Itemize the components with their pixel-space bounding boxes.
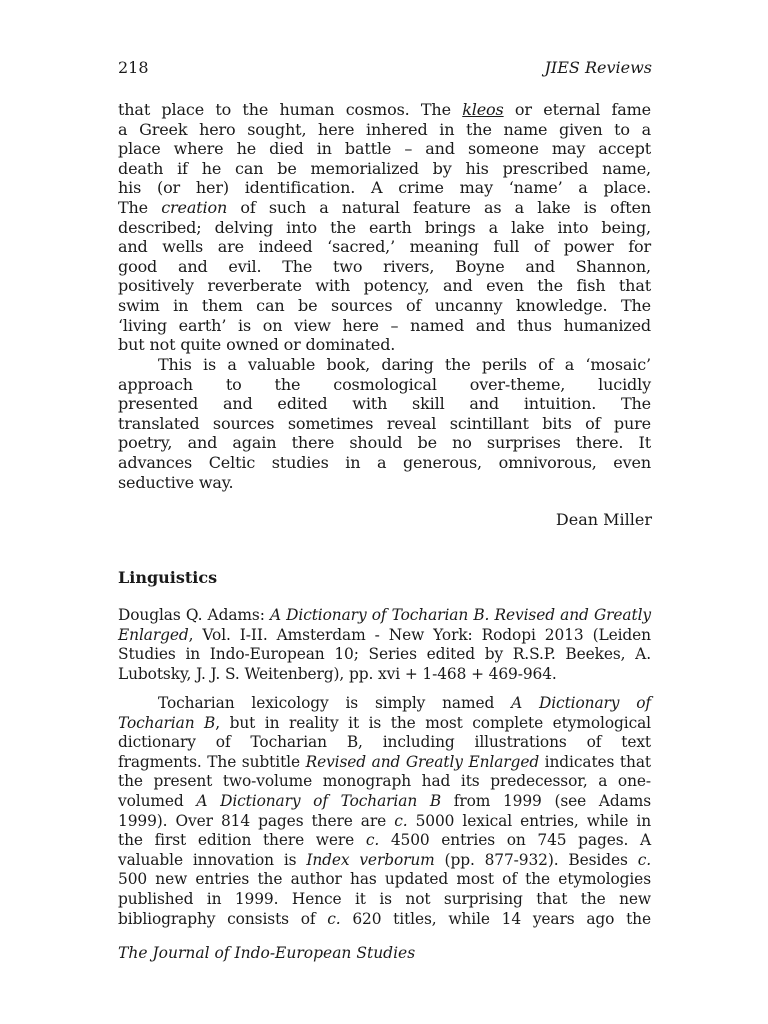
- text-line: and wells are indeed ‘sacred,’ meaning full of power for: [118, 237, 651, 257]
- text-line: presented and edited with skill and intuition. The: [118, 394, 651, 414]
- text-line: but not quite owned or dominated.: [118, 335, 396, 355]
- text-line: advances Celtic studies in a generous, omnivorous, even: [118, 452, 651, 472]
- text-line: volumed A Dictionary of Tocharian B from 1999 (see Adams: [118, 791, 651, 810]
- text-line: a Greek hero sought, here inhered in the name given to a: [118, 119, 651, 139]
- text-line: valuable innovation is Index verborum (pp. 877-932). Besides c.: [118, 850, 651, 869]
- text-line: positively reverberate with potency, and even the fish that: [118, 276, 651, 296]
- text-line: the first edition there were c. 4500 entries on 745 pages. A: [118, 831, 651, 850]
- text-line: Tocharian lexicology is simply named A Dictionary of: [158, 694, 651, 712]
- review-paragraph-2: [118, 355, 651, 492]
- journal-footer: The Journal of Indo-European Studies: [118, 944, 416, 962]
- text-line: published in 1999. Hence it is not surprising that the new: [118, 889, 651, 908]
- text-line: good and evil. The two rivers, Boyne and Shannon,: [118, 256, 651, 276]
- text-line: fragments. The subtitle Revised and Greatly Enlarged indicates that: [118, 752, 651, 771]
- text-line: death if he can be memorialized by his prescribed name,: [118, 158, 651, 178]
- section-title: Linguistics: [118, 568, 218, 587]
- text-line: This is a valuable book, daring the perils of a ‘mosaic’: [158, 355, 651, 374]
- creation-term: creation: [161, 197, 228, 217]
- text-line: 500 new entries the author has updated most of the etymologies: [118, 870, 651, 889]
- text-line: poetry, and again there should be no surprises there. It: [118, 433, 651, 453]
- reviewer-signature: Dean Miller: [555, 510, 652, 529]
- text-line: bibliography consists of c. 620 titles, while 14 years ago the: [118, 909, 651, 928]
- page-number: 218: [118, 58, 149, 77]
- kleos-term: kleos: [462, 100, 504, 119]
- text-line: Lubotsky, J. J. S. Weitenberg), pp. xvi + 1-468 + 469-964.: [118, 664, 557, 683]
- text-line: swim in them can be sources of uncanny knowledge. The: [118, 295, 651, 315]
- text-line: dictionary of Tocharian B, including illustrations of text: [118, 733, 651, 752]
- text-line: Tocharian B, but in reality it is the most complete etymological: [118, 713, 652, 732]
- text-line: approach to the cosmological over-theme, lucidly: [118, 374, 651, 394]
- text-line: that place to the human cosmos. The kleos or eternal fame: [118, 100, 651, 119]
- review-paragraph-1: [118, 100, 651, 355]
- text-line: Studies in Indo-European 10; Series edited by R.S.P. Beekes, A.: [118, 645, 651, 664]
- text-line: The creation of such a natural feature as a lake is often: [118, 197, 651, 217]
- text-line: Enlarged, Vol. I-II. Amsterdam - New York: Rodopi 2013 (Leiden: [118, 625, 651, 644]
- running-head: JIES Reviews: [544, 58, 652, 77]
- text-line: seductive way.: [118, 472, 234, 492]
- text-line: place where he died in battle – and someone may accept: [118, 139, 651, 159]
- text-line: translated sources sometimes reveal scintillant bits of pure: [118, 413, 651, 433]
- text-line: ‘living earth’ is on view here – named and thus humanized: [118, 315, 651, 335]
- text-line: the present two-volume monograph had its predecessor, a one-: [118, 772, 651, 791]
- text-line: 1999). Over 814 pages there are c. 5000 lexical entries, while in: [118, 811, 652, 830]
- review-2-paragraph: [118, 694, 651, 929]
- text-line: Douglas Q. Adams: A Dictionary of Tocharian B. Revised and Greatly: [118, 606, 651, 624]
- text-line: described; delving into the earth brings a lake into being,: [118, 217, 651, 237]
- book-reference: [118, 606, 651, 684]
- text-line: his (or her) identification. A crime may ‘name’ a place.: [118, 178, 651, 198]
